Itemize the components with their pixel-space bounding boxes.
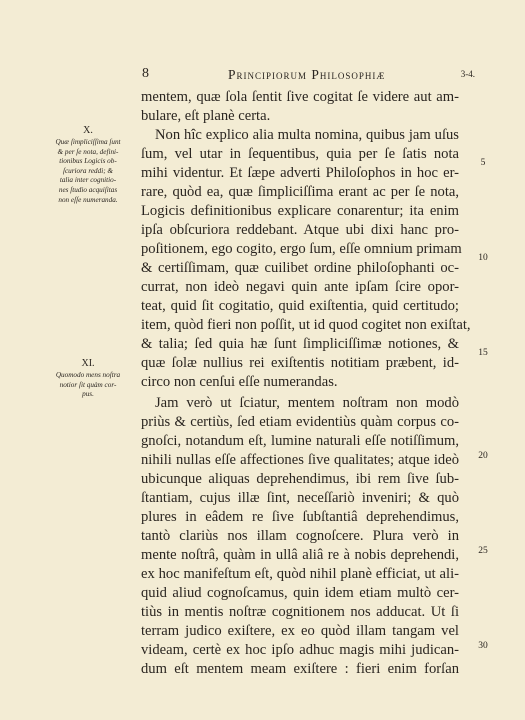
section-xi-label: XI. (81, 358, 95, 369)
section-xi-note (48, 371, 128, 400)
text-line: videam, certè ex hoc ipſo adhuc magis mihi judican- (141, 642, 459, 658)
section-x-label: X. (83, 125, 93, 136)
text-line: tantò clariùs nos illam cognoſcere. Plura verò in (141, 528, 459, 544)
page-number: 8 (142, 66, 149, 81)
section-x-note-line: nes ſtudio acquiſitas (58, 185, 118, 194)
text-line: ex hoc manifeſtum eſt, quòd nihil planè efficiat, ut ali- (141, 566, 459, 582)
text-line: Jam verò ut ſciatur, mentem noſtram non modò (155, 395, 459, 411)
text-line: priùs & certiùs, ſed etiam evidentiùs quàm corpus co- (141, 414, 459, 430)
text-line: teat, quid ſit cogitatio, quid exiſtentia, quid certitudo; (141, 298, 459, 314)
section-x-note-line: non eſſe numeranda. (58, 195, 118, 204)
section-x-note-line: & per ſe nota, defini- (57, 147, 119, 156)
section-xi-note-line: notior ſit quàm cor- (59, 380, 117, 389)
text-line: & certiſſimam, quæ cuilibet ordine philoſophanti oc- (141, 260, 459, 276)
text-line: nihili nullas eſſe affectiones ſive qualitates; atque ideò (141, 452, 459, 468)
line-number: 30 (478, 641, 488, 651)
text-line: ubicunque aliquas deprehendimus, ibi rem ſive ſub- (141, 471, 459, 487)
text-line: plures in eâdem re ſive ſubſtantiâ deprehendimus, (141, 509, 459, 525)
line-number: 5 (480, 158, 486, 168)
section-x-note-line: talia inter cognitio- (59, 176, 117, 185)
text-line: rare, quòd ea, quæ ſimpliciſſima erant ac per ſe nota, (141, 184, 459, 200)
text-line: mentem, quæ ſola ſentit ſive cogitat ſe videre aut am- (141, 89, 459, 105)
text-line: poſitionem, ego cogito, ergo ſum, eſſe omnium primam (141, 241, 462, 257)
section-x-note-line: Quæ ſimpliciſſima ſunt (55, 138, 121, 146)
text-line: Non hîc explico alia multa nomina, quibus jam uſus (155, 127, 459, 143)
text-line: & talia; ſed quia hæ ſunt ſimpliciſſimæ notiones, & (141, 336, 459, 352)
section-xi-note-line: Quomodo mens noſtra (55, 371, 121, 379)
section-x-note (48, 138, 128, 205)
text-line: mihi videntur. Et ſæpe adverti Philoſophos in hoc er- (141, 165, 459, 181)
text-line: quid aliud cognoſcamus, quin idem etiam multò cer- (141, 585, 459, 601)
signature-mark: 3-4. (460, 69, 475, 79)
text-line: ſum, vel utar in ſequentibus, quia per ſe ſatis nota (141, 146, 459, 162)
text-line: quæ ſolæ nullius rei exiſtentis notitiam præbent, id- (141, 355, 459, 371)
section-xi-note-line: pus. (82, 390, 94, 399)
line-number: 20 (478, 451, 488, 461)
text-line: bulare, eſt planè certa. (141, 108, 271, 124)
text-line: mente noſtrâ, quàm in ullâ aliâ re à nobis deprehendi, (141, 547, 459, 563)
running-title: Principiorum Philosophiæ (228, 67, 386, 82)
text-line: ſtantiam, cujus illæ ſint, neceſſariò inveniri; & quò (141, 490, 459, 506)
text-line: tiùs in mentis noſtræ cognitionem nos adducat. Ut ſi (141, 604, 459, 620)
text-line: currat, non ideò negavi quin ante ipſam ſcire opor- (141, 279, 459, 295)
line-number: 10 (478, 253, 488, 263)
text-line: item, quòd fieri non poſſit, ut id quod cogitet non exiſtat, (141, 317, 471, 333)
running-header (140, 66, 475, 82)
line-number: 15 (478, 348, 488, 358)
text-line: gnoſci, notandum eſt, lumine naturali eſſe notiſſimum, (141, 433, 459, 449)
text-line: Logicis definitionibus explicare conarentur; ita enim (141, 203, 459, 219)
text-line: ipſa obſcuriora reddebant. Atque ubi dixi hanc pro- (141, 222, 459, 238)
section-x-note-line: tionibus Logicis ob- (59, 157, 117, 166)
text-line: circo non cenſui eſſe numerandas. (141, 374, 338, 390)
text-line: dum eſt mentem meam exiſtere : fieri enim forſan (141, 661, 459, 677)
line-number: 25 (478, 546, 488, 556)
section-x-note-line: ſcuriora reddi; & (62, 166, 114, 175)
text-line: terram judico exiſtere, ex eo quòd illam tangam vel (141, 623, 459, 639)
